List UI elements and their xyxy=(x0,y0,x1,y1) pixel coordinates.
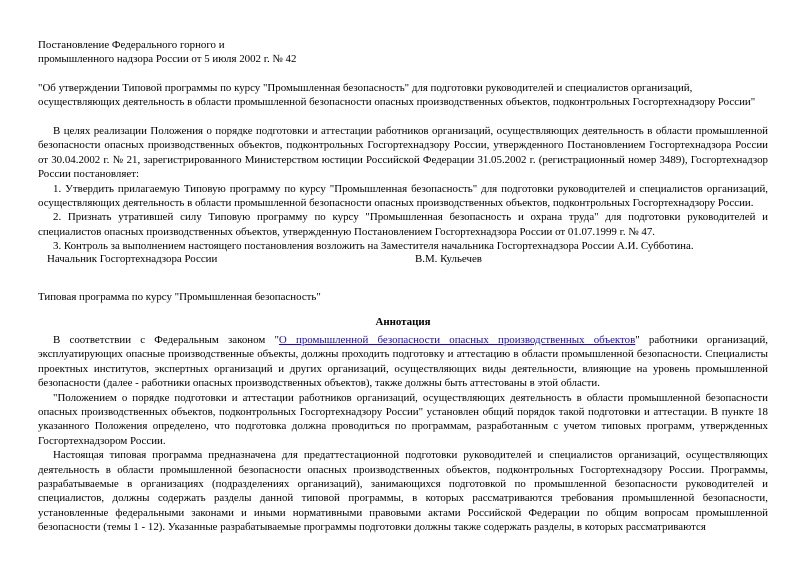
annotation-paragraph-1 xyxy=(38,333,768,391)
header-line-2: промышленного надзора России от 5 июля 2002 г. № 42 xyxy=(38,53,297,66)
annotation-body xyxy=(38,333,768,535)
decree-item-2: 2. Признать утратившей силу Типовую программу по курсу "Промышленная безопасность и охрана труда" для подготовки руководителей и специалистов опасных производственных объектов, утвержденную Постановлением Госгортехнадзора России от 01.07.1999 г. № 47. xyxy=(38,211,768,238)
signature-name: В.М. Кульечев xyxy=(415,253,482,265)
document-title xyxy=(38,81,768,110)
federal-law-link[interactable]: О промышленной безопасности опасных производственных объектов xyxy=(278,334,636,346)
program-title xyxy=(38,290,768,304)
decree-item-3: 3. Контроль за выполнением настоящего постановления возложить на Заместителя начальника Госгортехнадзора России А.И. Субботина. xyxy=(53,240,694,253)
decree-item-1: 1. Утвердить прилагаемую Типовую программу по курсу "Промышленная безопасность" для подготовки руководителей и специалистов организаций, осуществляющих деятельность в области промышленной безопасности опасных производственных объектов, подконтрольных Госгортехнадзору России. xyxy=(38,182,768,210)
annotation-p1-after: " работники организаций, эксплуатирующих опасные производственные объекты, должны проходить подготовку и аттестацию в области промышленной безопасности. Специалисты проектных институтов, экспертных организаций и других организаций, осуществляющих виды деятельности, влияющие на уровень промышленной безопасности (далее - работники опасных производственных объектов), также должны быть аттестованы в этой области. xyxy=(38,334,768,390)
signature-position: Начальник Госгортехнадзора России xyxy=(47,253,218,265)
program-title-text: Типовая программа по курсу "Промышленная безопасность" xyxy=(38,291,321,303)
annotation-paragraph-3: Настоящая типовая программа предназначена для предаттестационной подготовки руководителей и специалистов организаций, осуществляющих деятельность в области промышленной безопасности опасных производственных объектов, подконтрольных Госгортехнадзору России. Программы, разрабатываемые в организациях (подразделениях организаций), занимающихся подготовкой по промышленной безопасности руководителей и специалистов, должны содержать разделы данной типовой программы, в которых рассматриваются требования промышленной безопасности, установленные федеральными законами и иными нормативными правовыми актами Российской Федерации по общим вопросам промышленной безопасности (темы 1 - 12). Указанные разрабатываемые программы подготовки должны также содержать разделы, в которых рассматриваются xyxy=(38,449,768,534)
annotation-heading: Аннотация xyxy=(375,316,431,328)
annotation-paragraph-2: "Положением о порядке подготовки и аттестации работников организаций, осуществляющих деятельность в области промышленной безопасности опасных производственных объектов, подконтрольных Госгортехнадзору России" установлен общий порядок такой подготовки и аттестации. В пункте 18 указанного Положения определено, что подготовка должна проводиться по программам, разработанным с учетом типовых программ, утвержденных Госгортехнадзором России. xyxy=(38,391,768,447)
document-header xyxy=(38,38,768,67)
preamble-paragraph: В целях реализации Положения о порядке подготовки и аттестации работников организаций, осуществляющих деятельность в области промышленной безопасности опасных производственных объектов, подконтрольных Госгортехнадзору России, утвержденного Постановлением Госгортехнадзора России от 30.04.2002 г. № 21, зарегистрированного Министерством юстиции Российской Федерации 31.05.2002 г. (регистрационный номер 3489), Госгортехнадзор России постановляет: xyxy=(38,125,768,181)
document-title-text: "Об утверждении Типовой программы по курсу "Промышленная безопасность" для подготовки руководителей и специалистов организаций, осуществляющих деятельность в области промышленной безопасности опасных производственных объектов, подконтрольных Госгортехнадзору России" xyxy=(38,82,756,109)
header-line-1: Постановление Федерального горного и xyxy=(38,39,225,51)
annotation-p1-before: В соответствии с Федеральным законом " xyxy=(53,334,279,346)
decree-body xyxy=(38,124,768,254)
